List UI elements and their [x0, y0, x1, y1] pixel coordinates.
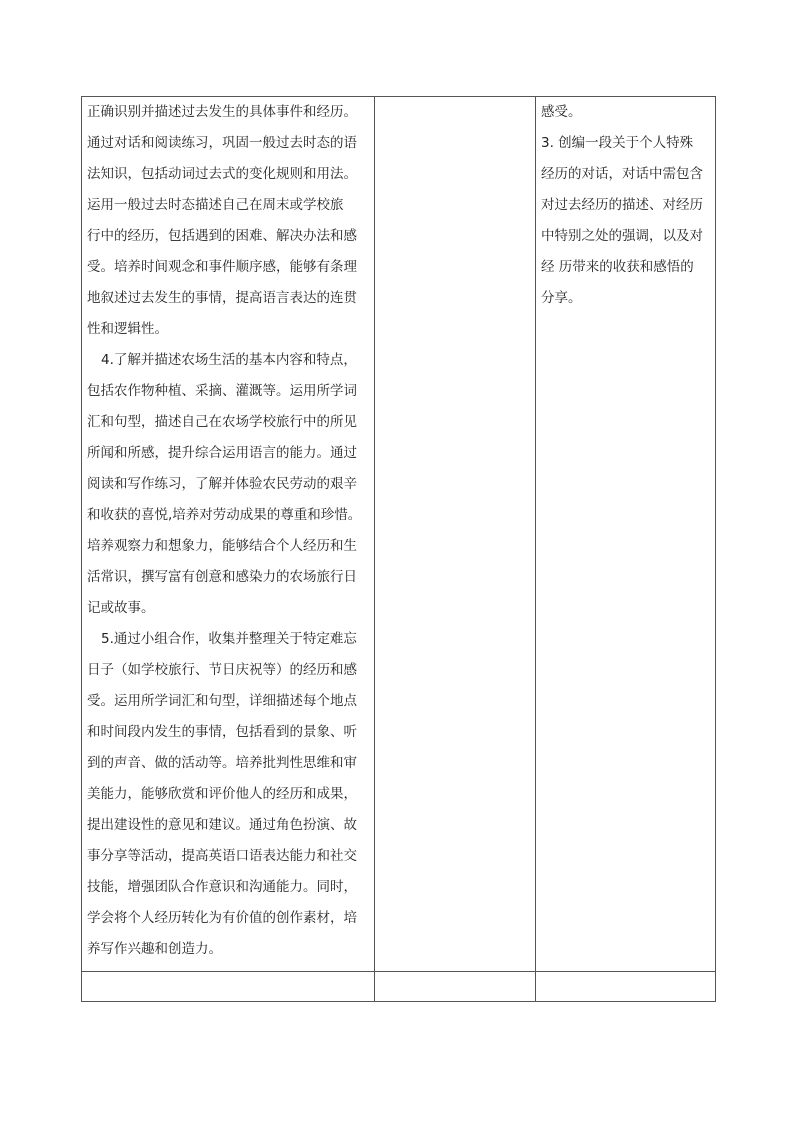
empty-cell — [375, 97, 536, 972]
text-line: 4.了解并描述农场生活的基本内容和特点， — [101, 352, 357, 368]
activity-text — [536, 97, 715, 314]
text-line: 经历的对话，对话中需包含 — [541, 166, 703, 182]
text-line: 提出建设性的意见和建议。通过角色扮演、故 — [87, 817, 357, 833]
text-line: 包括农作物种植、采摘、灌溉等。运用所学词 — [87, 383, 357, 399]
text-line: 对过去经历的描述、对经历 — [541, 197, 703, 213]
text-line: 美能力，能够欣赏和评价他人的经历和成果， — [87, 786, 357, 802]
text-line: 记或故事。 — [87, 600, 155, 616]
text-line: 培养观察力和想象力，能够结合个人经历和生 — [87, 538, 357, 554]
text-line: 3. 创编一段关于个人特殊 — [541, 135, 694, 151]
text-line: 日子（如学校旅行、节日庆祝等）的经历和感 — [87, 662, 357, 678]
text-line: 汇和句型，描述自己在农场学校旅行中的所见 — [87, 414, 357, 430]
text-line: 养写作兴趣和创造力。 — [87, 941, 222, 957]
text-line: 行中的经历，包括遇到的困难、解决办法和感 — [87, 228, 357, 244]
text-line: 所闻和所感，提升综合运用语言的能力。通过 — [87, 445, 357, 461]
text-line: 分享。 — [541, 290, 582, 306]
text-line: 技能，增强团队合作意识和沟通能力。同时， — [87, 879, 357, 895]
text-line: 运用一般过去时态描述自己在周末或学校旅 — [87, 197, 344, 213]
text-line: 正确识别并描述过去发生的具体事件和经历。 — [87, 104, 357, 120]
text-line: 中特别之处的强调，以及对 — [541, 228, 703, 244]
text-line: 感受。 — [541, 104, 582, 120]
text-line: 事分享等活动，提高英语口语表达能力和社交 — [87, 848, 357, 864]
text-line: 活常识，撰写富有创意和感染力的农场旅行日 — [87, 569, 357, 585]
text-line: 受。培养时间观念和事件顺序感，能够有条理 — [87, 259, 357, 275]
text-line: 和时间段内发生的事情，包括看到的景象、听 — [87, 724, 357, 740]
text-line: 地叙述过去发生的事情，提高语言表达的连贯 — [87, 290, 357, 306]
text-line: 受。运用所学词汇和句型，详细描述每个地点 — [87, 693, 357, 709]
table-row — [82, 972, 716, 1002]
empty-cell — [536, 972, 716, 1002]
objectives-text — [82, 97, 374, 965]
text-line: 阅读和写作练习，了解并体验农民劳动的艰辛 — [87, 476, 357, 492]
text-line: 到的声音、做的活动等。培养批判性思维和审 — [87, 755, 357, 771]
text-line: 学会将个人经历转化为有价值的创作素材，培 — [87, 910, 357, 926]
text-line: 通过对话和阅读练习，巩固一般过去时态的语 — [87, 135, 357, 151]
objectives-cell — [82, 97, 375, 972]
activity-cell — [536, 97, 716, 972]
text-line: 和收获的喜悦,培养对劳动成果的尊重和珍惜。 — [87, 507, 362, 523]
empty-cell — [375, 972, 536, 1002]
text-line: 法知识，包括动词过去式的变化规则和用法。 — [87, 166, 357, 182]
content-table — [81, 96, 716, 1002]
text-line: 经 历带来的收获和感悟的 — [541, 259, 694, 275]
empty-cell — [82, 972, 375, 1002]
text-line: 性和逻辑性。 — [87, 321, 168, 337]
text-line: 5.通过小组合作，收集并整理关于特定难忘 — [101, 631, 357, 647]
table-row — [82, 97, 716, 972]
